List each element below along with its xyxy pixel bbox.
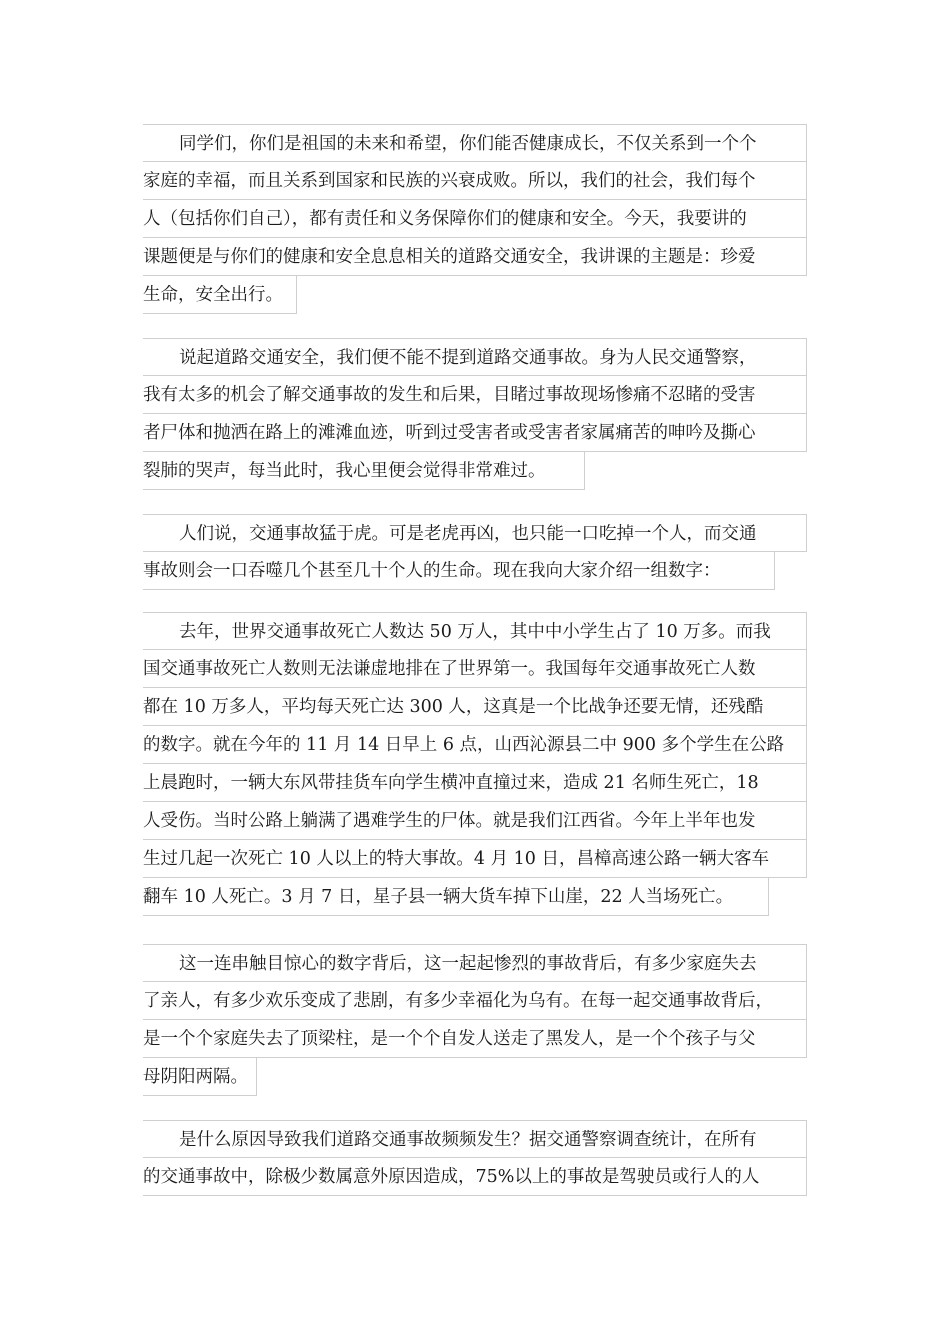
paragraph-6 bbox=[143, 1120, 807, 1196]
text-line: 都在 10 万多人，平均每天死亡达 300 人，这真是一个比战争还要无情，还残酷 bbox=[143, 688, 807, 726]
text-line: 了亲人，有多少欢乐变成了悲剧，有多少幸福化为乌有。在每一起交通事故背后， bbox=[143, 982, 807, 1020]
text-line: 课题便是与你们的健康和安全息息相关的道路交通安全，我讲课的主题是：珍爱 bbox=[143, 238, 807, 276]
text-line: 生命，安全出行。 bbox=[143, 276, 297, 314]
text-line: 人（包括你们自己），都有责任和义务保障你们的健康和安全。今天，我要讲的 bbox=[143, 200, 807, 238]
text-line: 事故则会一口吞噬几个甚至几十个人的生命。现在我向大家介绍一组数字： bbox=[143, 552, 775, 590]
text-line: 人受伤。当时公路上躺满了遇难学生的尸体。就是我们江西省。今年上半年也发 bbox=[143, 802, 807, 840]
text-line: 人们说，交通事故猛于虎。可是老虎再凶，也只能一口吃掉一个人，而交通 bbox=[143, 514, 807, 552]
text-line: 这一连串触目惊心的数字背后，这一起起惨烈的事故背后，有多少家庭失去 bbox=[143, 944, 807, 982]
paragraph-2 bbox=[143, 338, 807, 490]
paragraph-5 bbox=[143, 944, 807, 1096]
paragraph-4 bbox=[143, 612, 807, 916]
text-line: 上晨跑时，一辆大东风带挂货车向学生横冲直撞过来，造成 21 名师生死亡，18 bbox=[143, 764, 807, 802]
text-line: 家庭的幸福，而且关系到国家和民族的兴衰成败。所以，我们的社会，我们每个 bbox=[143, 162, 807, 200]
text-line: 者尸体和抛洒在路上的滩滩血迹，听到过受害者或受害者家属痛苦的呻吟及撕心 bbox=[143, 414, 807, 452]
text-line: 母阴阳两隔。 bbox=[143, 1058, 257, 1096]
text-line: 同学们，你们是祖国的未来和希望，你们能否健康成长，不仅关系到一个个 bbox=[143, 124, 807, 162]
text-line: 是什么原因导致我们道路交通事故频频发生？据交通警察调查统计，在所有 bbox=[143, 1120, 807, 1158]
text-line: 说起道路交通安全，我们便不能不提到道路交通事故。身为人民交通警察， bbox=[143, 338, 807, 376]
text-line: 去年，世界交通事故死亡人数达 50 万人，其中中小学生占了 10 万多。而我 bbox=[143, 612, 807, 650]
text-line: 的数字。就在今年的 11 月 14 日早上 6 点，山西沁源县二中 900 多个学生在公路 bbox=[143, 726, 807, 764]
text-line: 国交通事故死亡人数则无法谦虚地排在了世界第一。我国每年交通事故死亡人数 bbox=[143, 650, 807, 688]
paragraph-1 bbox=[143, 124, 807, 314]
paragraph-3 bbox=[143, 514, 807, 590]
text-line: 生过几起一次死亡 10 人以上的特大事故。4 月 10 日，昌樟高速公路一辆大客车 bbox=[143, 840, 807, 878]
text-line: 裂肺的哭声，每当此时，我心里便会觉得非常难过。 bbox=[143, 452, 585, 490]
text-line: 的交通事故中，除极少数属意外原因造成，75%以上的事故是驾驶员或行人的人 bbox=[143, 1158, 807, 1196]
text-line: 是一个个家庭失去了顶梁柱，是一个个自发人送走了黑发人，是一个个孩子与父 bbox=[143, 1020, 807, 1058]
text-line: 翻车 10 人死亡。3 月 7 日，星子县一辆大货车掉下山崖，22 人当场死亡。 bbox=[143, 878, 769, 916]
text-line: 我有太多的机会了解交通事故的发生和后果，目睹过事故现场惨痛不忍睹的受害 bbox=[143, 376, 807, 414]
